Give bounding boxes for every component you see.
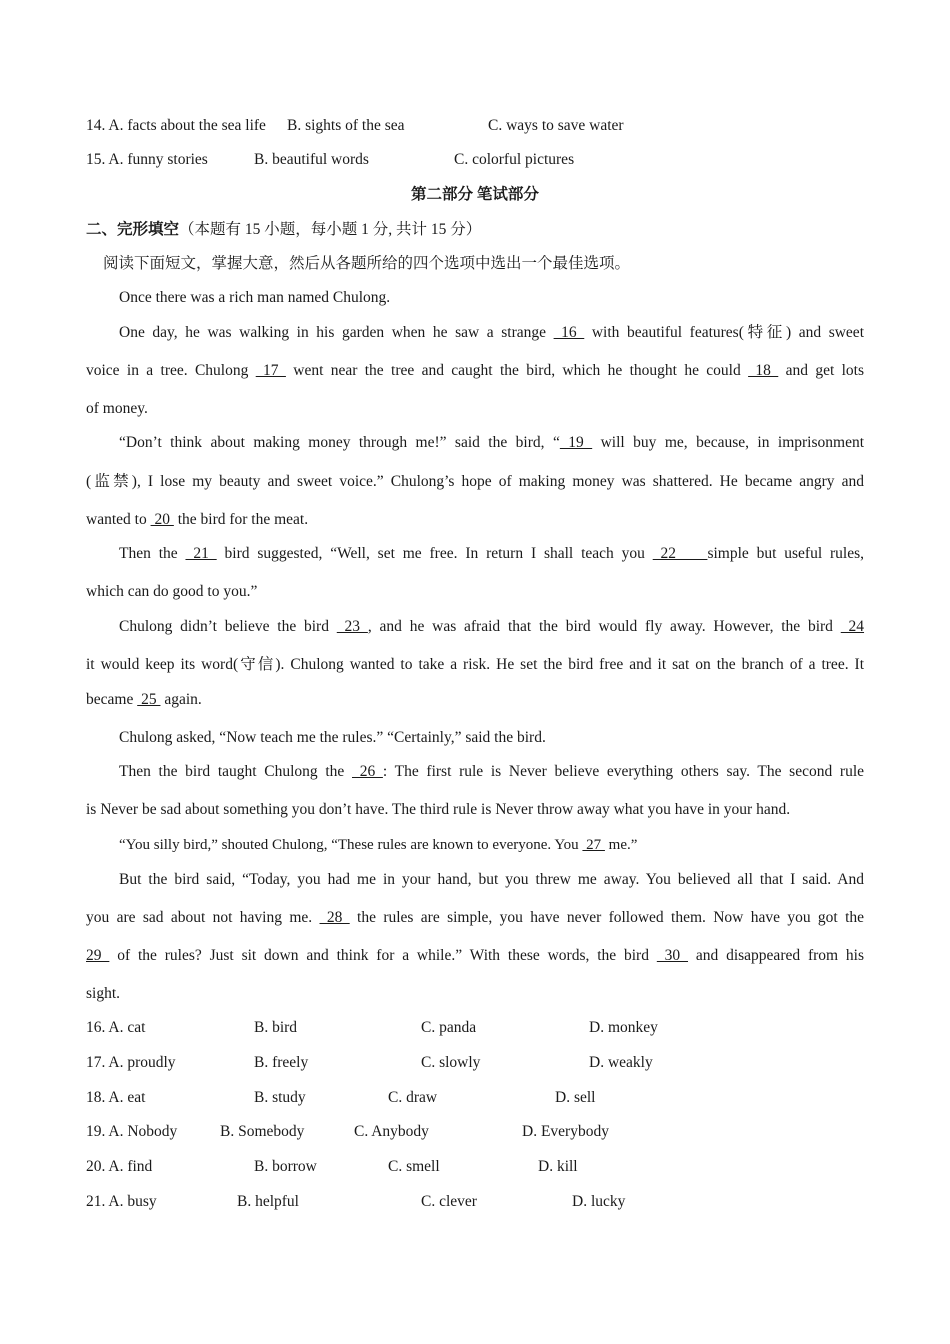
q19-option-d: D. Everybody xyxy=(522,1123,609,1140)
blank-29: 29 xyxy=(86,947,110,964)
blank-30: 30 xyxy=(656,947,689,964)
q17-option-b: B. freely xyxy=(254,1054,309,1071)
passage-paragraph-5-line-3: became 25 again. xyxy=(86,691,202,708)
blank-20: 20 xyxy=(150,511,174,528)
passage-paragraph-2-line-3: of money. xyxy=(86,400,148,417)
blank-26: 26 xyxy=(352,763,383,780)
blank-27: 27 xyxy=(582,837,605,853)
q19-option-b: B. Somebody xyxy=(220,1123,305,1140)
q14-option-b: B. sights of the sea xyxy=(287,117,405,134)
passage-paragraph-2-line-2: voice in a tree. Chulong 17 went near the tree and caught the bird, which he thought he could 18 and get lots xyxy=(86,362,865,379)
q16-option-d: D. monkey xyxy=(589,1019,658,1036)
passage-paragraph-4-line-2: which can do good to you.” xyxy=(86,583,258,600)
passage-paragraph-5-line-2: it would keep its word(守信). Chulong wanted to take a risk. He set the bird free and it sat on the branch of a tree. It xyxy=(86,656,864,673)
passage-paragraph-1: Once there was a rich man named Chulong. xyxy=(119,289,391,306)
q16-option-c: C. panda xyxy=(421,1019,477,1036)
section2-heading xyxy=(86,220,481,240)
q19-option-c: C. Anybody xyxy=(354,1123,429,1140)
q15-option-b: B. beautiful words xyxy=(254,151,369,168)
passage-paragraph-4-line-1: Then the 21 bird suggested, “Well, set me free. In return I shall teach you 22 simple but useful rules, xyxy=(119,545,864,562)
passage-paragraph-9-line-3: 29 of the rules? Just sit down and think for a while.” With these words, the bird 30 and disappeared from his xyxy=(86,947,865,964)
q20-option-b: B. borrow xyxy=(254,1158,317,1175)
q21-option-a: 21. A. busy xyxy=(86,1193,157,1210)
blank-17: 17 xyxy=(255,362,286,379)
passage-paragraph-3-line-3: wanted to 20 the bird for the meat. xyxy=(86,511,309,528)
q15-option-a: 15. A. funny stories xyxy=(86,151,208,168)
q17-option-d: D. weakly xyxy=(589,1054,653,1071)
q18-option-a: 18. A. eat xyxy=(86,1089,146,1106)
passage-paragraph-3-line-2: (监禁), I lose my beauty and sweet voice.” Chulong’s hope of making money was shattered. He became angry and xyxy=(86,473,864,490)
blank-18: 18 xyxy=(748,362,779,379)
passage-paragraph-7-line-2: is Never be sad about something you don’t have. The third rule is Never throw away what you have in your hand. xyxy=(86,801,791,818)
q18-option-d: D. sell xyxy=(555,1089,596,1106)
passage-paragraph-9-line-1: But the bird said, “Today, you had me in your hand, but you threw me away. You believed all that I said. And xyxy=(119,871,864,888)
q21-option-c: C. clever xyxy=(421,1193,477,1210)
q21-option-d: D. lucky xyxy=(572,1193,626,1210)
q20-option-d: D. kill xyxy=(538,1158,578,1175)
q16-option-a: 16. A. cat xyxy=(86,1019,146,1036)
blank-21: 21 xyxy=(185,545,217,562)
passage-paragraph-5-line-1: Chulong didn’t believe the bird 23 , and he was afraid that the bird would fly away. However, the bird 24 xyxy=(119,618,865,635)
passage-paragraph-8: “You silly bird,” shouted Chulong, “These rules are known to everyone. You 27 me.” xyxy=(119,837,638,853)
q19-option-a: 19. A. Nobody xyxy=(86,1123,178,1140)
passage-paragraph-7-line-1: Then the bird taught Chulong the 26 : The first rule is Never believe everything others say. The second rule xyxy=(119,763,865,780)
part2-title: 第二部分 笔试部分 xyxy=(411,186,539,203)
q17-option-a: 17. A. proudly xyxy=(86,1054,176,1071)
q17-option-c: C. slowly xyxy=(421,1054,481,1071)
blank-24: 24 xyxy=(840,618,865,635)
section2-heading-label: 二、完形填空 xyxy=(86,221,180,238)
q18-option-b: B. study xyxy=(254,1089,306,1106)
q14-option-a: 14. A. facts about the sea life xyxy=(86,117,266,134)
q14-option-c: C. ways to save water xyxy=(488,117,624,134)
blank-16: 16 xyxy=(553,324,585,341)
blank-23: 23 xyxy=(336,618,368,635)
blank-22: 22 xyxy=(652,545,708,562)
q15-option-c: C. colorful pictures xyxy=(454,151,575,168)
section2-heading-note: （本题有 15 小题，每小题 1 分, 共计 15 分） xyxy=(179,221,482,238)
q20-option-c: C. smell xyxy=(388,1158,440,1175)
q16-option-b: B. bird xyxy=(254,1019,298,1036)
passage-paragraph-2-line-1: One day, he was walking in his garden when he saw a strange 16 with beautiful features(特征) and sweet xyxy=(119,324,864,341)
blank-25: 25 xyxy=(137,691,161,708)
q20-option-a: 20. A. find xyxy=(86,1158,153,1175)
blank-19: 19 xyxy=(559,434,593,451)
passage-paragraph-6: Chulong asked, “Now teach me the rules.” “Certainly,” said the bird. xyxy=(119,729,546,746)
blank-28: 28 xyxy=(319,909,350,926)
passage-paragraph-9-line-2: you are sad about not having me. 28 the rules are simple, you have never followed them. Now have you got the xyxy=(86,909,865,926)
q18-option-c: C. draw xyxy=(388,1089,438,1106)
q21-option-b: B. helpful xyxy=(237,1193,299,1210)
passage-paragraph-9-line-4: sight. xyxy=(86,985,121,1002)
section2-instruction: 阅读下面短文，掌握大意，然后从各题所给的四个选项中选出一个最佳选项。 xyxy=(103,255,631,272)
passage-paragraph-3-line-1: “Don’t think about making money through me!” said the bird, “ 19 will buy me, because, in imprisonment xyxy=(119,434,865,451)
